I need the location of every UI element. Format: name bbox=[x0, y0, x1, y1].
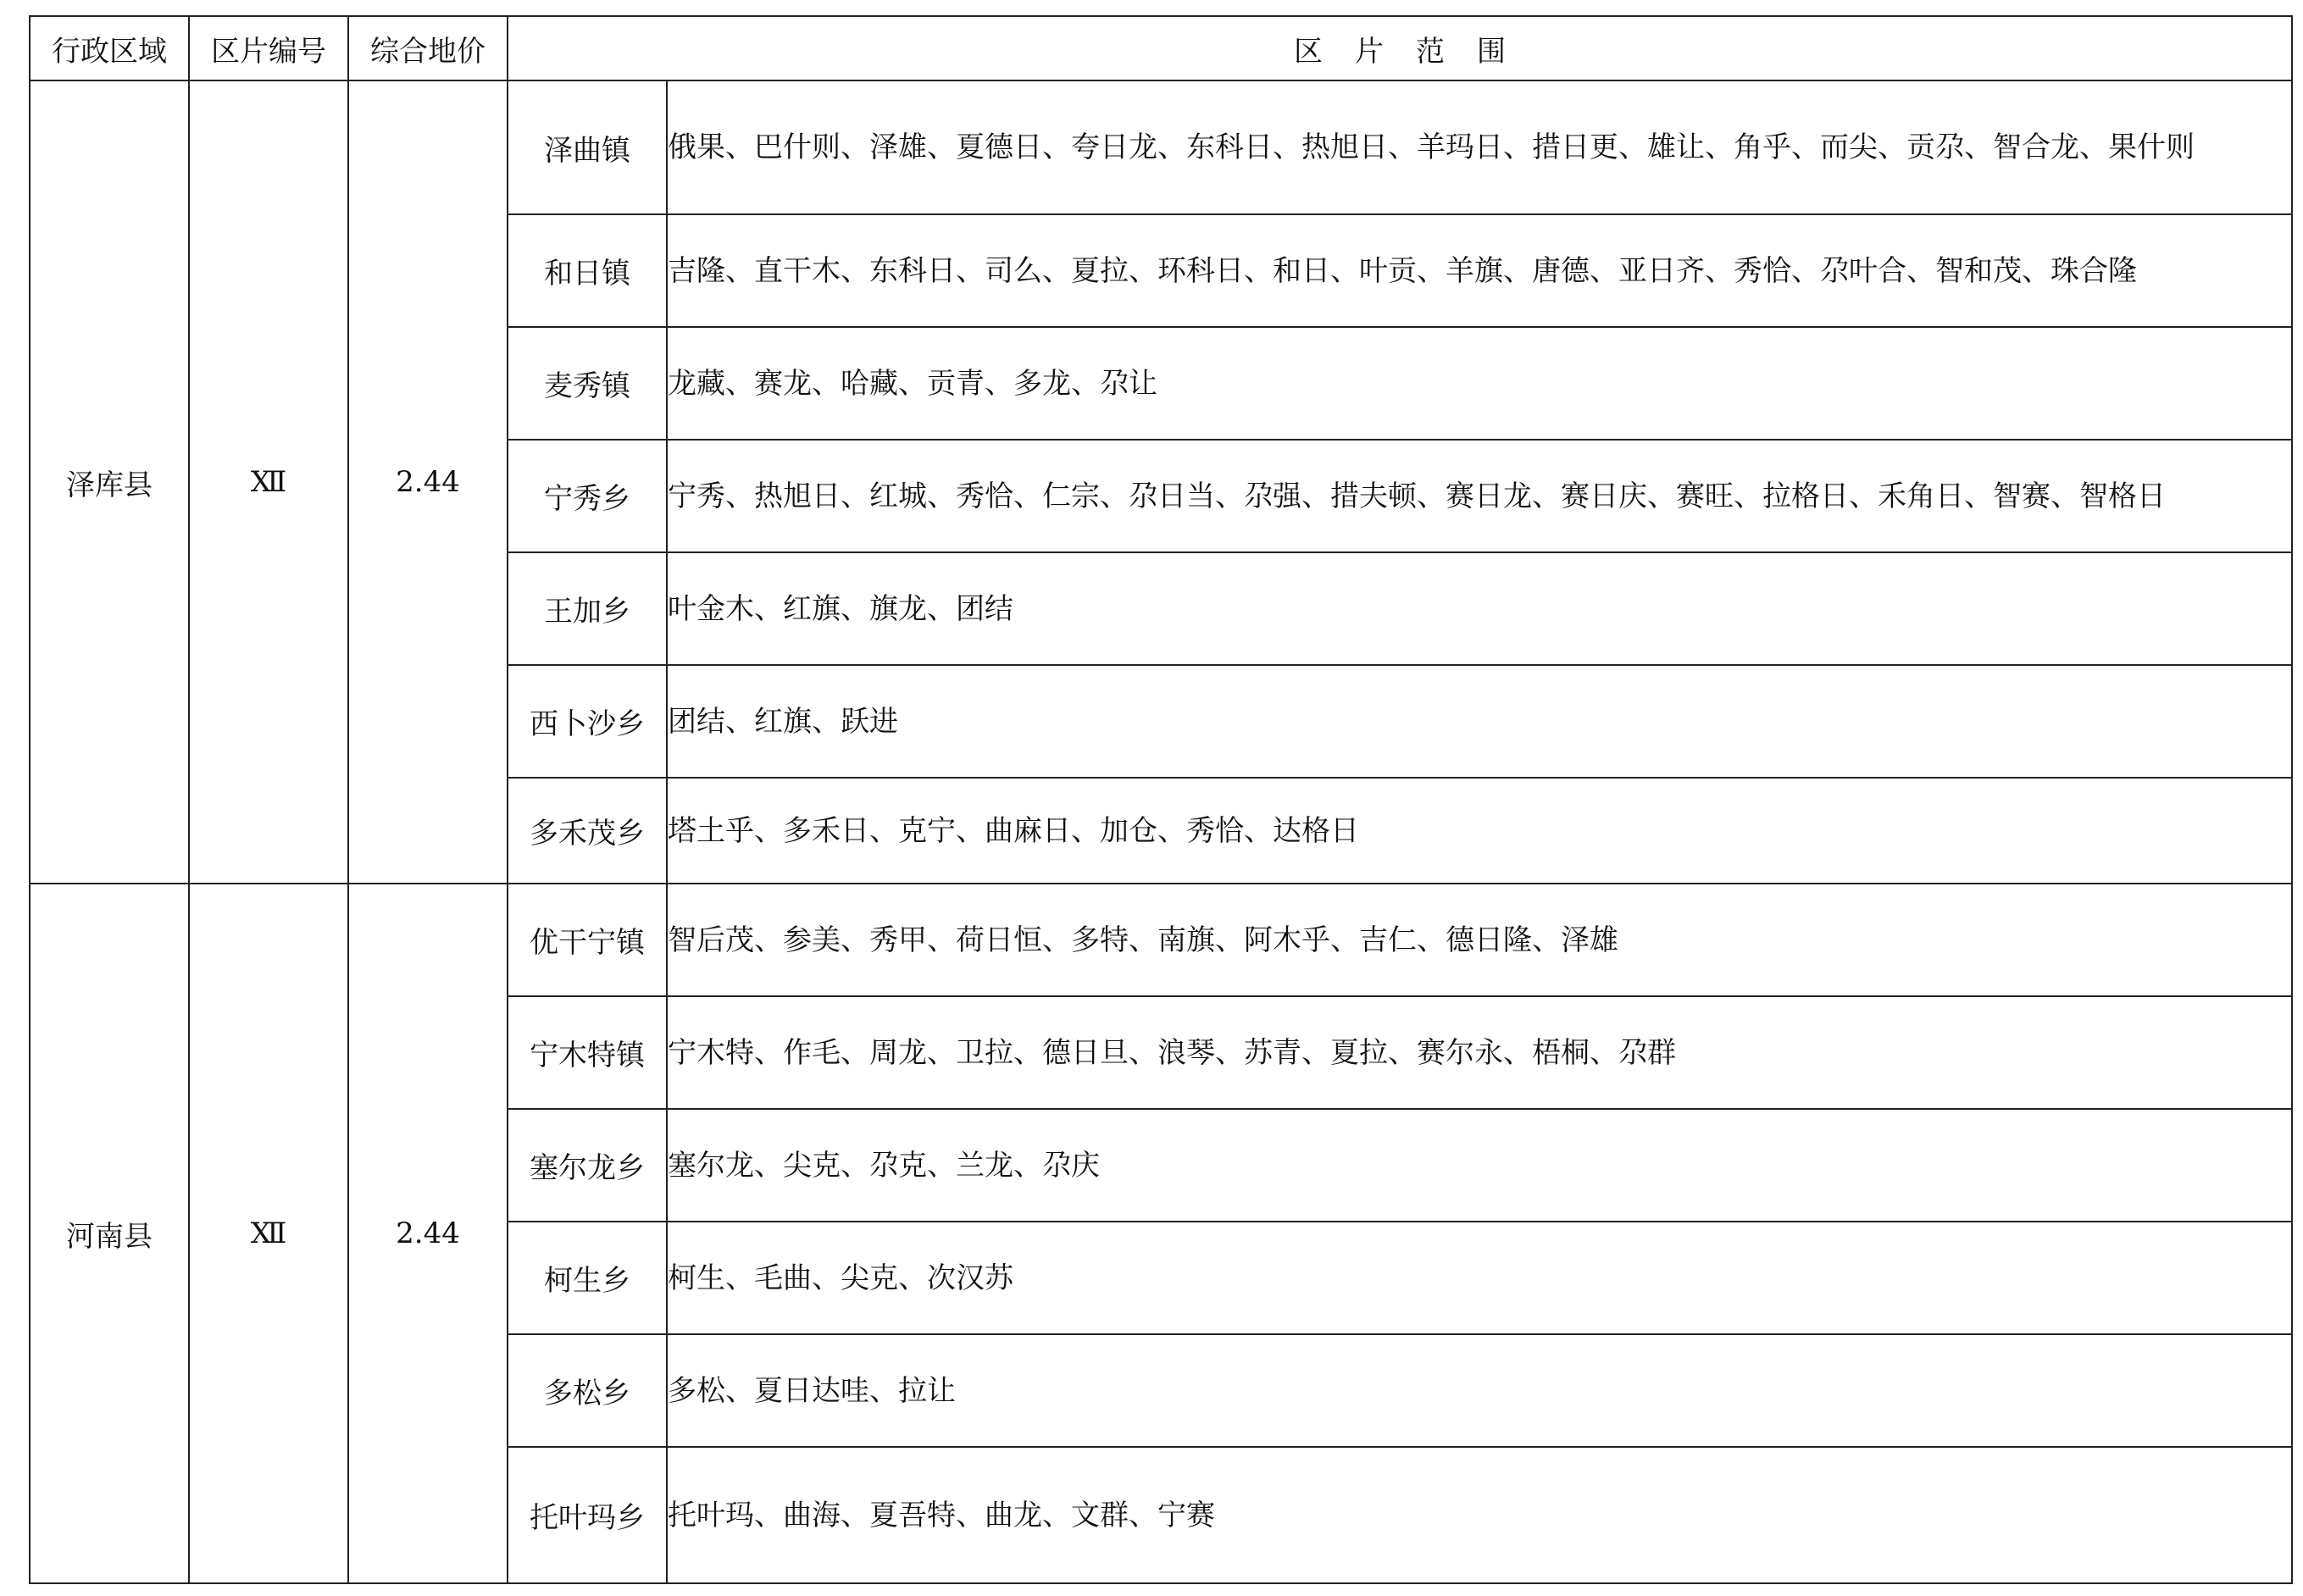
town-cell: 托叶玛乡 bbox=[508, 1447, 667, 1583]
villages-cell: 塔土乎、多禾日、克宁、曲麻日、加仓、秀恰、达格日 bbox=[667, 778, 2292, 884]
header-zone-scope: 区片范围 bbox=[508, 16, 2292, 80]
villages-cell: 托叶玛、曲海、夏吾特、曲龙、文群、宁赛 bbox=[667, 1447, 2292, 1583]
table-row bbox=[30, 80, 2292, 214]
town-cell: 王加乡 bbox=[508, 552, 667, 665]
villages-cell: 智后茂、参美、秀甲、荷日恒、多特、南旗、阿木乎、吉仁、德日隆、泽雄 bbox=[667, 884, 2292, 996]
town-cell: 宁木特镇 bbox=[508, 996, 667, 1109]
villages-cell: 宁木特、作毛、周龙、卫拉、德日旦、浪琴、苏青、夏拉、赛尔永、梧桐、尕群 bbox=[667, 996, 2292, 1109]
header-zone-number: 区片编号 bbox=[189, 16, 348, 80]
town-cell: 和日镇 bbox=[508, 214, 667, 327]
town-cell: 宁秀乡 bbox=[508, 440, 667, 552]
villages-cell: 吉隆、直干木、东科日、司么、夏拉、环科日、和日、叶贡、羊旗、唐德、亚日齐、秀恰、尕叶合、智和茂、珠合隆 bbox=[667, 214, 2292, 327]
town-cell: 多禾茂乡 bbox=[508, 778, 667, 884]
price-cell: 2.44 bbox=[348, 80, 508, 884]
town-cell: 多松乡 bbox=[508, 1334, 667, 1447]
villages-cell: 叶金木、红旗、旗龙、团结 bbox=[667, 552, 2292, 665]
zone-number-cell: Ⅻ bbox=[189, 884, 348, 1583]
town-cell: 西卜沙乡 bbox=[508, 665, 667, 778]
town-cell: 优干宁镇 bbox=[508, 884, 667, 996]
villages-cell: 俄果、巴什则、泽雄、夏德日、夸日龙、东科日、热旭日、羊玛日、措日更、雄让、角乎、而尖、贡尕、智合龙、果什则 bbox=[667, 80, 2292, 214]
price-cell: 2.44 bbox=[348, 884, 508, 1583]
town-cell: 麦秀镇 bbox=[508, 327, 667, 440]
villages-cell: 龙藏、赛龙、哈藏、贡青、多龙、尕让 bbox=[667, 327, 2292, 440]
county-cell: 泽库县 bbox=[30, 80, 189, 884]
villages-cell: 宁秀、热旭日、红城、秀恰、仁宗、尕日当、尕强、措夫顿、赛日龙、赛日庆、赛旺、拉格日、禾角日、智赛、智格日 bbox=[667, 440, 2292, 552]
table-row bbox=[30, 884, 2292, 996]
header-composite-price: 综合地价 bbox=[348, 16, 508, 80]
land-price-table bbox=[29, 15, 2293, 1584]
town-cell: 塞尔龙乡 bbox=[508, 1109, 667, 1222]
county-cell: 河南县 bbox=[30, 884, 189, 1583]
town-cell: 泽曲镇 bbox=[508, 80, 667, 214]
villages-cell: 塞尔龙、尖克、尕克、兰龙、尕庆 bbox=[667, 1109, 2292, 1222]
town-cell: 柯生乡 bbox=[508, 1222, 667, 1334]
header-region: 行政区域 bbox=[30, 16, 189, 80]
table-header-row bbox=[30, 16, 2292, 80]
villages-cell: 多松、夏日达哇、拉让 bbox=[667, 1334, 2292, 1447]
villages-cell: 柯生、毛曲、尖克、次汉苏 bbox=[667, 1222, 2292, 1334]
zone-number-cell: Ⅻ bbox=[189, 80, 348, 884]
villages-cell: 团结、红旗、跃进 bbox=[667, 665, 2292, 778]
